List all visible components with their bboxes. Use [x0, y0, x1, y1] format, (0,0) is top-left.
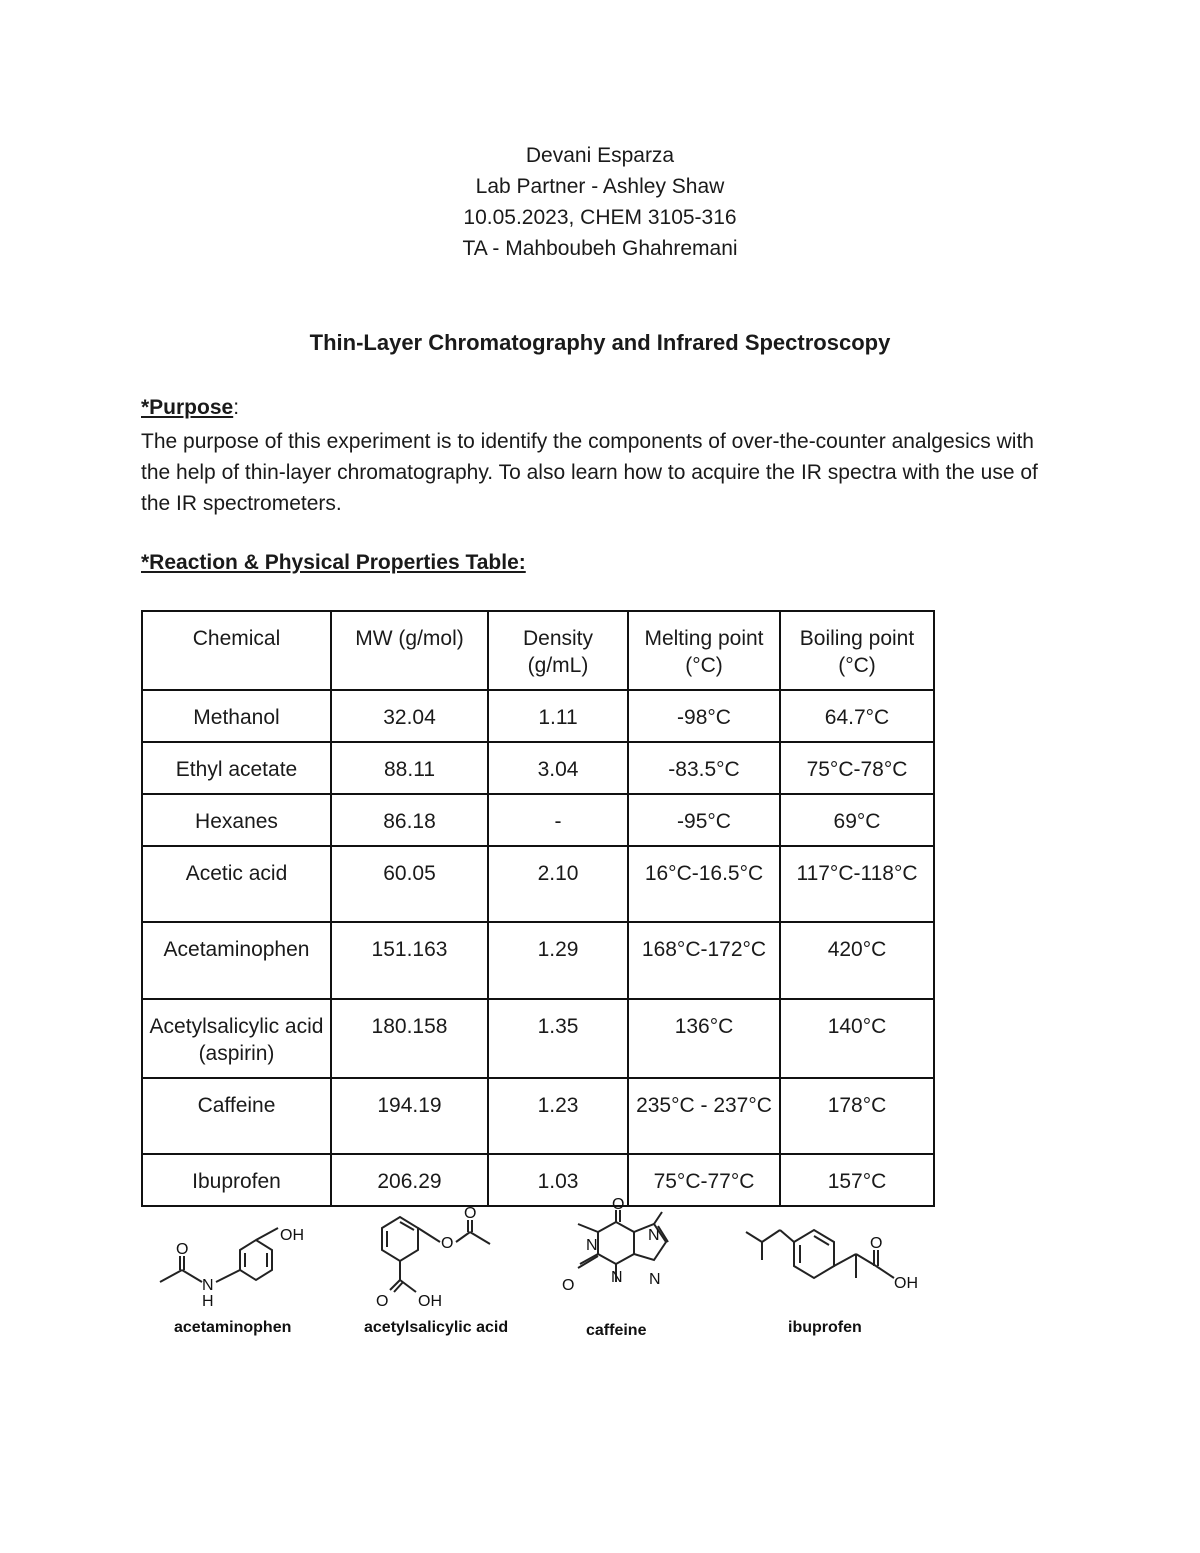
header-cell: Melting point (°C) [628, 611, 780, 690]
table-cell: 136°C [628, 999, 780, 1078]
table-cell: 420°C [780, 922, 934, 999]
table-cell: 1.23 [488, 1078, 628, 1154]
table-cell: 86.18 [331, 794, 488, 846]
lab-partner: Lab Partner - Ashley Shaw [475, 175, 725, 198]
atom-label: H [202, 1293, 214, 1310]
table-cell: 151.163 [331, 922, 488, 999]
atom-label: N [202, 1277, 214, 1294]
header-cell: MW (g/mol) [331, 611, 488, 690]
atom-label: O [464, 1205, 477, 1222]
structure-label-aspirin: acetylsalicylic acid [364, 1319, 509, 1336]
table-cell: 75°C-77°C [628, 1154, 780, 1206]
table-cell: Acetic acid [142, 846, 331, 922]
table-cell: 3.04 [488, 742, 628, 794]
atom-label: N [649, 1271, 661, 1288]
author-name: Devani Esparza [525, 144, 675, 167]
table-heading [141, 551, 526, 575]
structure-label-ibuprofen: ibuprofen [788, 1319, 862, 1336]
table-cell: 235°C - 237°C [628, 1078, 780, 1154]
table-cell: Hexanes [142, 794, 331, 846]
table-cell: 168°C-172°C [628, 922, 780, 999]
table-cell: 194.19 [331, 1078, 488, 1154]
purpose-colon: : [233, 396, 240, 419]
atom-label: OH [894, 1275, 918, 1292]
atom-label: N [648, 1227, 660, 1244]
table-cell: 75°C-78°C [780, 742, 934, 794]
atom-label: O [870, 1235, 883, 1252]
table-cell: -83.5°C [628, 742, 780, 794]
table-cell: Methanol [142, 690, 331, 742]
properties-table [141, 610, 935, 1207]
atom-label: O [176, 1241, 189, 1258]
table-cell: Ethyl acetate [142, 742, 331, 794]
atom-label: O [441, 1235, 454, 1252]
purpose-heading [141, 396, 239, 420]
table-cell: Caffeine [142, 1078, 331, 1154]
header-cell: Chemical [142, 611, 331, 690]
table-cell: 32.04 [331, 690, 488, 742]
atom-label: OH [418, 1293, 442, 1310]
table-cell: 117°C-118°C [780, 846, 934, 922]
atom-label: N [611, 1269, 623, 1286]
table-header-row [142, 611, 934, 690]
table-cell: 1.35 [488, 999, 628, 1078]
table-row [142, 999, 934, 1078]
atom-label: O [562, 1277, 575, 1294]
document-title: Thin-Layer Chromatography and Infrared Spectroscopy [309, 330, 891, 355]
table-cell: 2.10 [488, 846, 628, 922]
table-cell: 1.03 [488, 1154, 628, 1206]
table-cell: Acetylsalicylic acid (aspirin) [142, 999, 331, 1078]
header-cell: Boiling point (°C) [780, 611, 934, 690]
table-heading-text: *Reaction & Physical Properties Table: [141, 551, 526, 574]
header-cell: Density (g/mL) [488, 611, 628, 690]
chemical-structures [150, 1198, 940, 1348]
table-cell: 60.05 [331, 846, 488, 922]
table-cell: 16°C-16.5°C [628, 846, 780, 922]
table-row [142, 922, 934, 999]
date-course: 10.05.2023, CHEM 3105-316 [463, 206, 737, 229]
purpose-text: The purpose of this experiment is to identify the components of over-the-counter analgesics with the help of thin-layer chromatography. To also learn how to acquire the IR spectra with the use of the IR spectrometers. [141, 430, 1038, 515]
table-cell: 88.11 [331, 742, 488, 794]
teaching-assistant: TA - Mahboubeh Ghahremani [462, 237, 738, 260]
table-cell: -95°C [628, 794, 780, 846]
table-cell: Acetaminophen [142, 922, 331, 999]
table-row [142, 1078, 934, 1154]
atom-label: O [376, 1293, 389, 1310]
table-row [142, 690, 934, 742]
table-cell: - [488, 794, 628, 846]
table-row [142, 742, 934, 794]
purpose-heading-text: *Purpose [141, 396, 234, 419]
table-row [142, 794, 934, 846]
table-cell: 1.11 [488, 690, 628, 742]
aspirin-structure [382, 1217, 490, 1292]
table-cell: 206.29 [331, 1154, 488, 1206]
atom-label: N [586, 1237, 598, 1254]
structure-label-acetaminophen: acetaminophen [174, 1319, 292, 1336]
table-cell: Ibuprofen [142, 1154, 331, 1206]
author-header [0, 140, 1200, 264]
atom-label: O [612, 1198, 625, 1213]
table-cell: 157°C [780, 1154, 934, 1206]
table-cell: -98°C [628, 690, 780, 742]
structure-label-caffeine: caffeine [586, 1322, 647, 1339]
table-cell: 64.7°C [780, 690, 934, 742]
table-cell: 1.29 [488, 922, 628, 999]
table-row [142, 846, 934, 922]
table-cell: 180.158 [331, 999, 488, 1078]
table-cell: 140°C [780, 999, 934, 1078]
table-cell: 178°C [780, 1078, 934, 1154]
atom-label: OH [280, 1227, 304, 1244]
table-cell: 69°C [780, 794, 934, 846]
